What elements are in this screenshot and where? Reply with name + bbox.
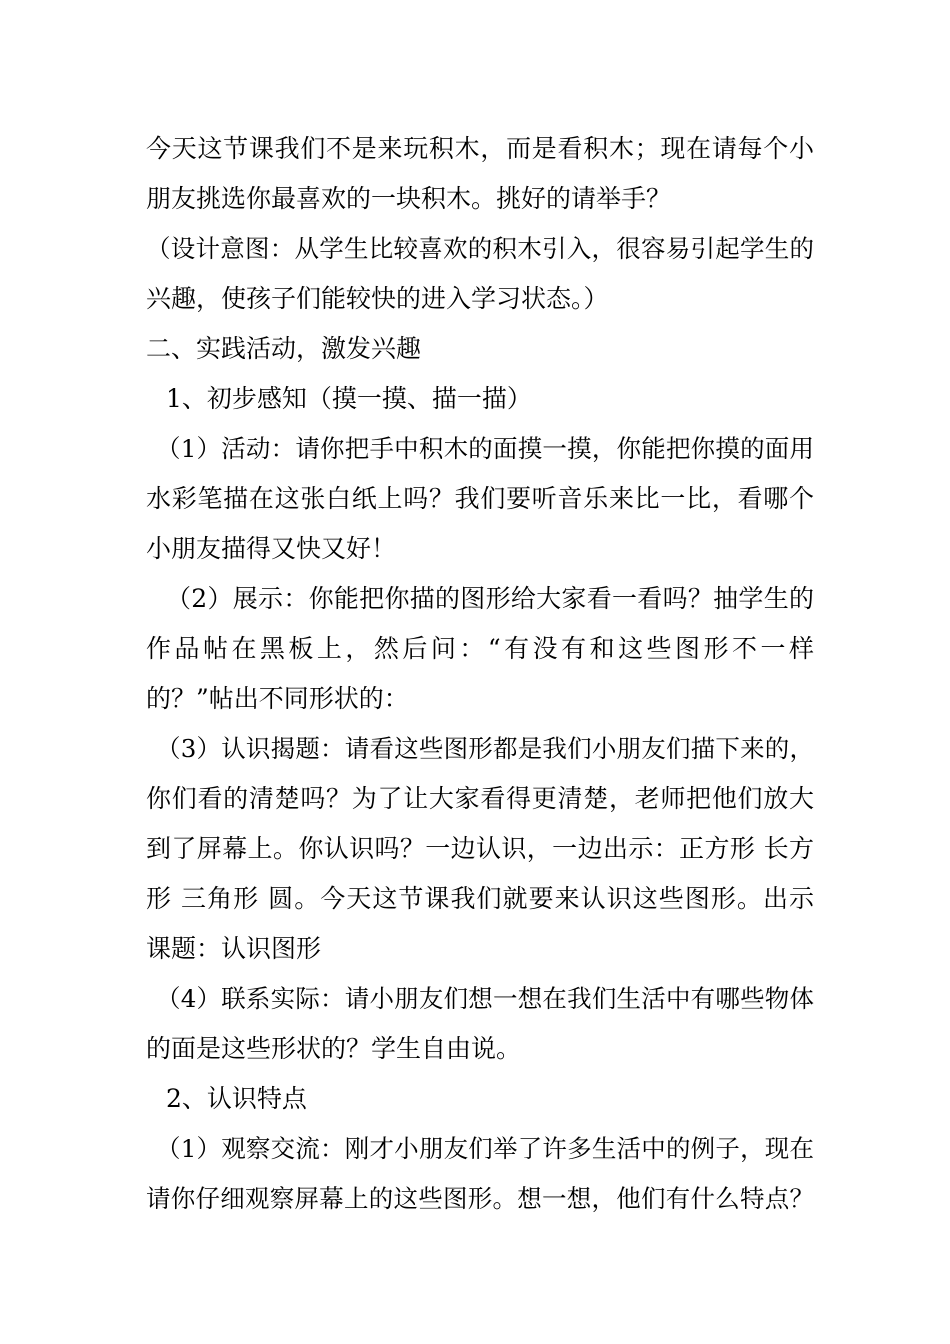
text-line-14: 你们看的清楚吗？为了让大家看得更清楚，老师把他们放大	[146, 784, 814, 813]
subsection-heading-1: 1、初步感知（摸一摸、描一描）	[166, 384, 532, 413]
text-line-8: 水彩笔描在这张白纸上吗？我们要听音乐来比一比，看哪个	[146, 484, 814, 513]
text-line-17: 课题：认识图形	[146, 934, 322, 963]
text-line-11: 作品帖在黑板上，然后问：“有没有和这些图形不一样	[146, 634, 814, 663]
text-line-4: 兴趣，使孩子们能较快的进入学习状态。）	[146, 284, 609, 313]
text-line-1: 今天这节课我们不是来玩积木，而是看积木；现在请每个小	[146, 134, 814, 163]
text-line-2: 朋友挑选你最喜欢的一块积木。挑好的请举手？	[146, 184, 672, 213]
text-line-9: 小朋友描得又快又好！	[146, 534, 397, 563]
text-line-16: 形 三角形 圆。今天这节课我们就要来认识这些图形。出示	[146, 884, 814, 913]
text-line-13: （3）认识揭题：请看这些图形都是我们小朋友们描下来的，	[156, 734, 814, 763]
text-line-19: 的面是这些形状的？学生自由说。	[146, 1034, 522, 1063]
section-heading-2: 二、实践活动，激发兴趣	[146, 334, 422, 363]
text-line-10: （2）展示：你能把你描的图形给大家看一看吗？抽学生的	[166, 584, 814, 613]
text-line-12: 的？”帖出不同形状的：	[146, 684, 409, 713]
text-line-15: 到了屏幕上。你认识吗？一边认识，一边出示：正方形 长方	[146, 834, 814, 863]
text-line-7: （1）活动：请你把手中积木的面摸一摸，你能把你摸的面用	[156, 434, 814, 463]
text-line-22: 请你仔细观察屏幕上的这些图形。想一想，他们有什么特点？	[146, 1184, 814, 1213]
text-line-18: （4）联系实际：请小朋友们想一想在我们生活中有哪些物体	[156, 984, 814, 1013]
text-line-3: （设计意图：从学生比较喜欢的积木引入，很容易引起学生的	[146, 234, 814, 263]
text-line-21: （1）观察交流：刚才小朋友们举了许多生活中的例子，现在	[156, 1134, 814, 1163]
subsection-heading-2: 2、认识特点	[166, 1084, 307, 1113]
